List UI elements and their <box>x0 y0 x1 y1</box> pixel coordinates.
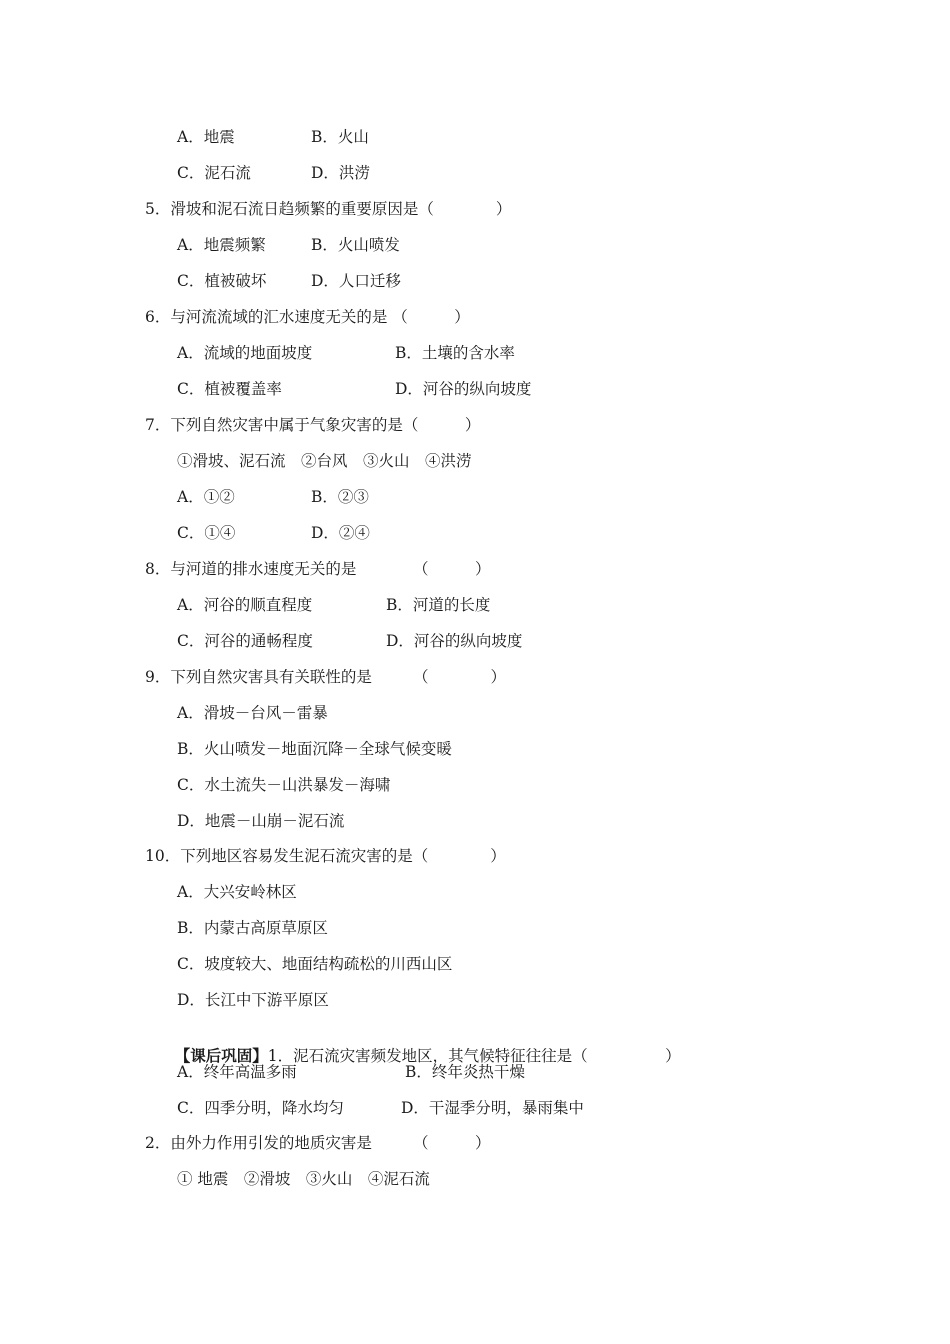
q10-option-d: D．长江中下游平原区 <box>177 991 329 1009</box>
after-q2-items: ① 地震 ②滑坡 ③火山 ④泥石流 <box>177 1170 430 1188</box>
q5-stem: 5．滑坡和泥石流日趋频繁的重要原因是（ ） <box>145 200 512 218</box>
q6-option-a: A．流域的地面坡度 <box>177 344 313 362</box>
q7-option-b: B．②③ <box>311 488 369 506</box>
q8-stem: 8．与河道的排水速度无关的是 <box>145 560 357 578</box>
after-q1-stem: 1．泥石流灾害频发地区，其气候特征往往是（ ） <box>267 1047 681 1065</box>
q5-option-d: D．人口迁移 <box>311 272 401 290</box>
q9-option-d: D．地震－山崩－泥石流 <box>177 812 345 830</box>
q8-option-c: C．河谷的通畅程度 <box>177 632 313 650</box>
q7-stem: 7．下列自然灾害中属于气象灾害的是（ ） <box>145 416 481 434</box>
q8-answer-paren: （ ） <box>413 560 491 578</box>
after-q1-option-d: D．干湿季分明，暴雨集中 <box>401 1099 584 1117</box>
q7-option-a: A．①② <box>177 488 235 506</box>
q8-option-a: A．河谷的顺直程度 <box>177 596 313 614</box>
q6-option-b: B．土壤的含水率 <box>395 344 515 362</box>
q4-option-c: C．泥石流 <box>177 164 251 182</box>
q10-option-a: A．大兴安岭林区 <box>177 883 297 901</box>
q6-option-d: D．河谷的纵向坡度 <box>395 380 532 398</box>
q7-items: ①滑坡、泥石流 ②台风 ③火山 ④洪涝 <box>177 452 472 470</box>
after-q1-option-b: B．终年炎热干燥 <box>405 1063 525 1081</box>
q9-option-c: C．水土流失－山洪暴发－海啸 <box>177 776 391 794</box>
q10-stem: 10．下列地区容易发生泥石流灾害的是（ ） <box>145 847 506 865</box>
after-q2-answer-paren: （ ） <box>413 1134 491 1152</box>
q8-option-d: D．河谷的纵向坡度 <box>386 632 523 650</box>
q4-option-a: A．地震 <box>177 128 235 146</box>
q6-option-c: C．植被覆盖率 <box>177 380 282 398</box>
q5-option-a: A．地震频繁 <box>177 236 266 254</box>
q4-option-d: D．洪涝 <box>311 164 370 182</box>
after-q1-option-a: A．终年高温多雨 <box>177 1063 297 1081</box>
section-heading: 【课后巩固】 <box>174 1046 268 1065</box>
q10-option-c: C．坡度较大、地面结构疏松的川西山区 <box>177 955 453 973</box>
q7-option-d: D．②④ <box>311 524 370 542</box>
q5-option-b: B．火山喷发 <box>311 236 400 254</box>
q9-stem: 9．下列自然灾害具有关联性的是 <box>145 668 372 686</box>
q10-option-b: B．内蒙古高原草原区 <box>177 919 328 937</box>
q9-option-b: B．火山喷发－地面沉降－全球气候变暖 <box>177 740 452 758</box>
after-q1-option-c: C．四季分明，降水均匀 <box>177 1099 344 1117</box>
after-q2-stem: 2．由外力作用引发的地质灾害是 <box>145 1134 372 1152</box>
q8-option-b: B．河道的长度 <box>386 596 491 614</box>
q9-answer-paren: （ ） <box>413 668 507 686</box>
q7-option-c: C．①④ <box>177 524 236 542</box>
q4-option-b: B．火山 <box>311 128 369 146</box>
q6-stem: 6．与河流流域的汇水速度无关的是 （ ） <box>145 308 470 326</box>
q5-option-c: C．植被破坏 <box>177 272 267 290</box>
q9-option-a: A．滑坡－台风－雷暴 <box>177 704 328 722</box>
